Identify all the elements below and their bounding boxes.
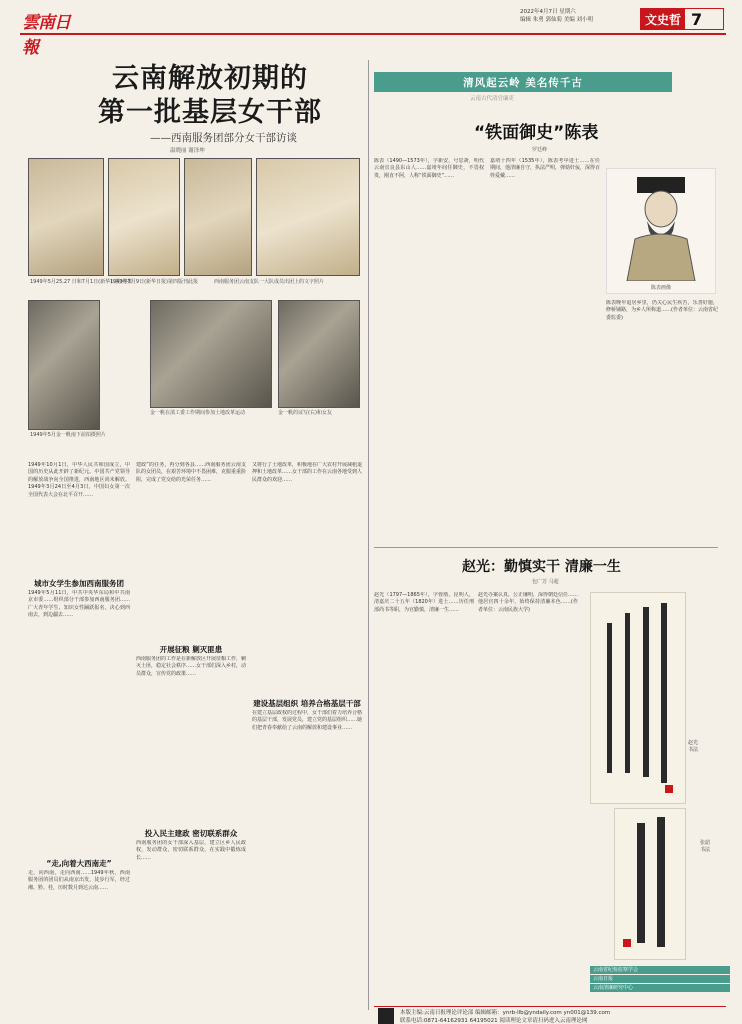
- calligraphy-glyphs-2-icon: [615, 809, 685, 959]
- left-article-authors: 温晓丽 谢泽坤: [170, 148, 205, 154]
- subhead-e: 投入民主建政 密切联系群众: [144, 829, 238, 838]
- portrait-photo-jin: [28, 300, 100, 430]
- body-text-col1-c: 走，向西南，走向西南……1949年秋，西南服务团的团员们从南京出发，徒步行军，经过湘、黔、桂，历时数月到达云南……: [28, 870, 130, 891]
- body-text-col3-b: 在建立基层政权的过程中，女干部们着力培养合格的基层干部，发展党员，建立党的基层组织……她们把青春奉献给了云南的解放和建设事业……: [252, 710, 362, 731]
- header-rule: [20, 33, 726, 35]
- zhao-article-title: 赵光：勤慎实干 清廉一生: [462, 559, 621, 575]
- subhead-a: 开展征粮 剿灭匪患: [159, 645, 223, 654]
- newspaper-clip-photo-2: [108, 158, 180, 276]
- header-date: 2022年4月7日 星期六: [520, 9, 576, 15]
- zhao-text-col1: 赵光（1797—1865年），字蓉舫，昆明人，清嘉庆二十五年（1820年）进士……历任刑部尚书等职，为官勤慎，清廉一生……: [374, 592, 474, 613]
- body-text-col1-b: 1949年5月11日，中共中央华东局和中共南京市委……组织部分干部参加西南服务团……广大青年学生、知识女性踊跃报名，决心到西南去，到边疆去……: [28, 590, 130, 619]
- portrait-chen-biao: [606, 168, 716, 294]
- header-editors: 编辑 朱勇 郭仙菊 美编 刘小明: [520, 17, 593, 23]
- page-number: 7: [691, 9, 703, 29]
- section-badge: [640, 8, 724, 30]
- body-text-col3-a: 又将行了土地改革，积极地在广大农村开展减租退押和土地改革……女干部的工作在云南各地受到人民群众的欢迎……: [252, 462, 362, 483]
- left-article-title: [60, 62, 360, 130]
- caption-5: 金一帆在滇工委工作期间参加土地改革运动: [150, 410, 246, 416]
- series-subtitle: 云南古代清官廉吏: [470, 96, 515, 102]
- footer-rule: [374, 1006, 726, 1007]
- chen-text-col3: 陈表晚年退居乡里，仍关心民生疾苦，乐善好施，修桥铺路，为乡人所称道……(作者单位：云南省纪委监委): [606, 300, 718, 321]
- zhao-article-author: 包广芳 马超: [532, 579, 559, 585]
- footer-info: [400, 1008, 700, 1024]
- callig-caption-1: 赵光书法: [688, 740, 699, 753]
- document-photo-1: [184, 158, 252, 276]
- column-divider: [368, 60, 369, 1010]
- footer-line-2: 联系电话:0871-64162931 64195021 阅读理论文章请扫码进入云南理论网: [400, 1018, 588, 1024]
- series-banner: 清风起云岭 美名传千古: [374, 72, 672, 92]
- masthead-logo: 雲南日報: [22, 13, 70, 58]
- body-text-col2-c: 西南服务团的女干部深入基层，建立区乡人民政权，发动群众，密切联系群众，在实践中锻炼成长……: [136, 840, 246, 861]
- portrait-figure-icon: [607, 169, 715, 281]
- sponsor-1: 云南省纪检监察学会: [590, 966, 730, 974]
- caption-3: 西南服务团云南支队一大队成员出团上的文字照片: [214, 279, 325, 285]
- body-text-col2-a: 建政”的任务，再分到各县……西南服务团云南支队的女团员，在艰苦环境中不畏困难，克服重重险阻，完成了党交给的光荣任务……: [136, 462, 246, 483]
- title-line-2: 第一批基层女干部: [98, 97, 322, 128]
- group-photo: [150, 300, 272, 408]
- calligraphy-zhang: [614, 808, 686, 960]
- chen-text-col2: 嘉靖十四年（1535年），陈表考中进士……在任期间，他清廉自守，执法严明，弹劾奸佞，深得百姓爱戴……: [490, 158, 600, 179]
- calligraphy-glyphs-icon: [591, 593, 685, 803]
- body-text-col1-a: 1949年10月1日，中华人民共和国成立，中国的历史从此开辟了新纪元。中国共产党领导的解放战争向全国推进，西南地区尚未解放。1949年3月24日至4月3日，中国妇女第一次全国代表大会在北平召开……: [28, 462, 130, 498]
- subhead-d: “走,向着大西南走”: [46, 859, 112, 868]
- caption-6: 金一帆的证写(右)和女友: [278, 410, 332, 416]
- header-info: [520, 8, 632, 24]
- two-women-photo: [278, 300, 360, 408]
- sponsor-3: 云南清廉研究中心: [590, 984, 730, 992]
- title-line-1: 云南解放初期的: [112, 63, 308, 94]
- zhao-text-col2: 赵光办案认真，公正廉明，深得朝廷信任……他居官四十余年，始终保持清廉本色……(作者单位：云南民族大学): [478, 592, 578, 613]
- portrait-caption: 陈表画像: [650, 285, 671, 291]
- subhead-b: 城市女学生参加西南服务团: [34, 579, 124, 588]
- callig-caption-2: 张韶书法: [700, 840, 711, 853]
- qr-code-icon: [378, 1008, 394, 1024]
- sponsor-2: 云南日报: [590, 975, 730, 983]
- caption-4: 1949年5月金一帆南下前拍摄照片: [30, 432, 106, 438]
- newspaper-clip-photo-1: [28, 158, 104, 276]
- article-separator: [374, 547, 718, 548]
- right-article-author: 罗廷峰: [532, 147, 548, 153]
- document-photo-2: [256, 158, 360, 276]
- caption-1: 1949年5月25,27 日和7月1日(新华日报)剪报: [30, 279, 133, 285]
- sponsor-box: [590, 966, 730, 1004]
- caption-2: 1949年7月9日(新华日报)第四版刊此报: [110, 279, 198, 285]
- right-article-title: “铁面御史”陈表: [474, 123, 599, 143]
- section-name: 文史哲: [641, 9, 685, 29]
- left-article-subtitle: ——西南服务团部分女干部访谈: [150, 132, 297, 144]
- calligraphy-zhao: [590, 592, 686, 804]
- body-text-col2-b: 西南服务团的工作是在新解放区开展征粮工作，剿灭土匪，稳定社会秩序……女干部们深入乡村，动员群众，宣传党的政策……: [136, 656, 246, 677]
- subhead-c: 建设基层组织 培养合格基层干部: [253, 699, 361, 708]
- chen-text-col1: 陈表（1490—1573年），字新安，号思斋，明代云南宜良县东山人……嘉靖年间任御史，不畏权贵，刚直不阿，人称“铁面御史”……: [374, 158, 484, 179]
- footer-line-1: 本版主编:云南日报理论评论部 编辑邮箱：ynrb-llb@yndaily.com yn001@139.com: [400, 1010, 611, 1016]
